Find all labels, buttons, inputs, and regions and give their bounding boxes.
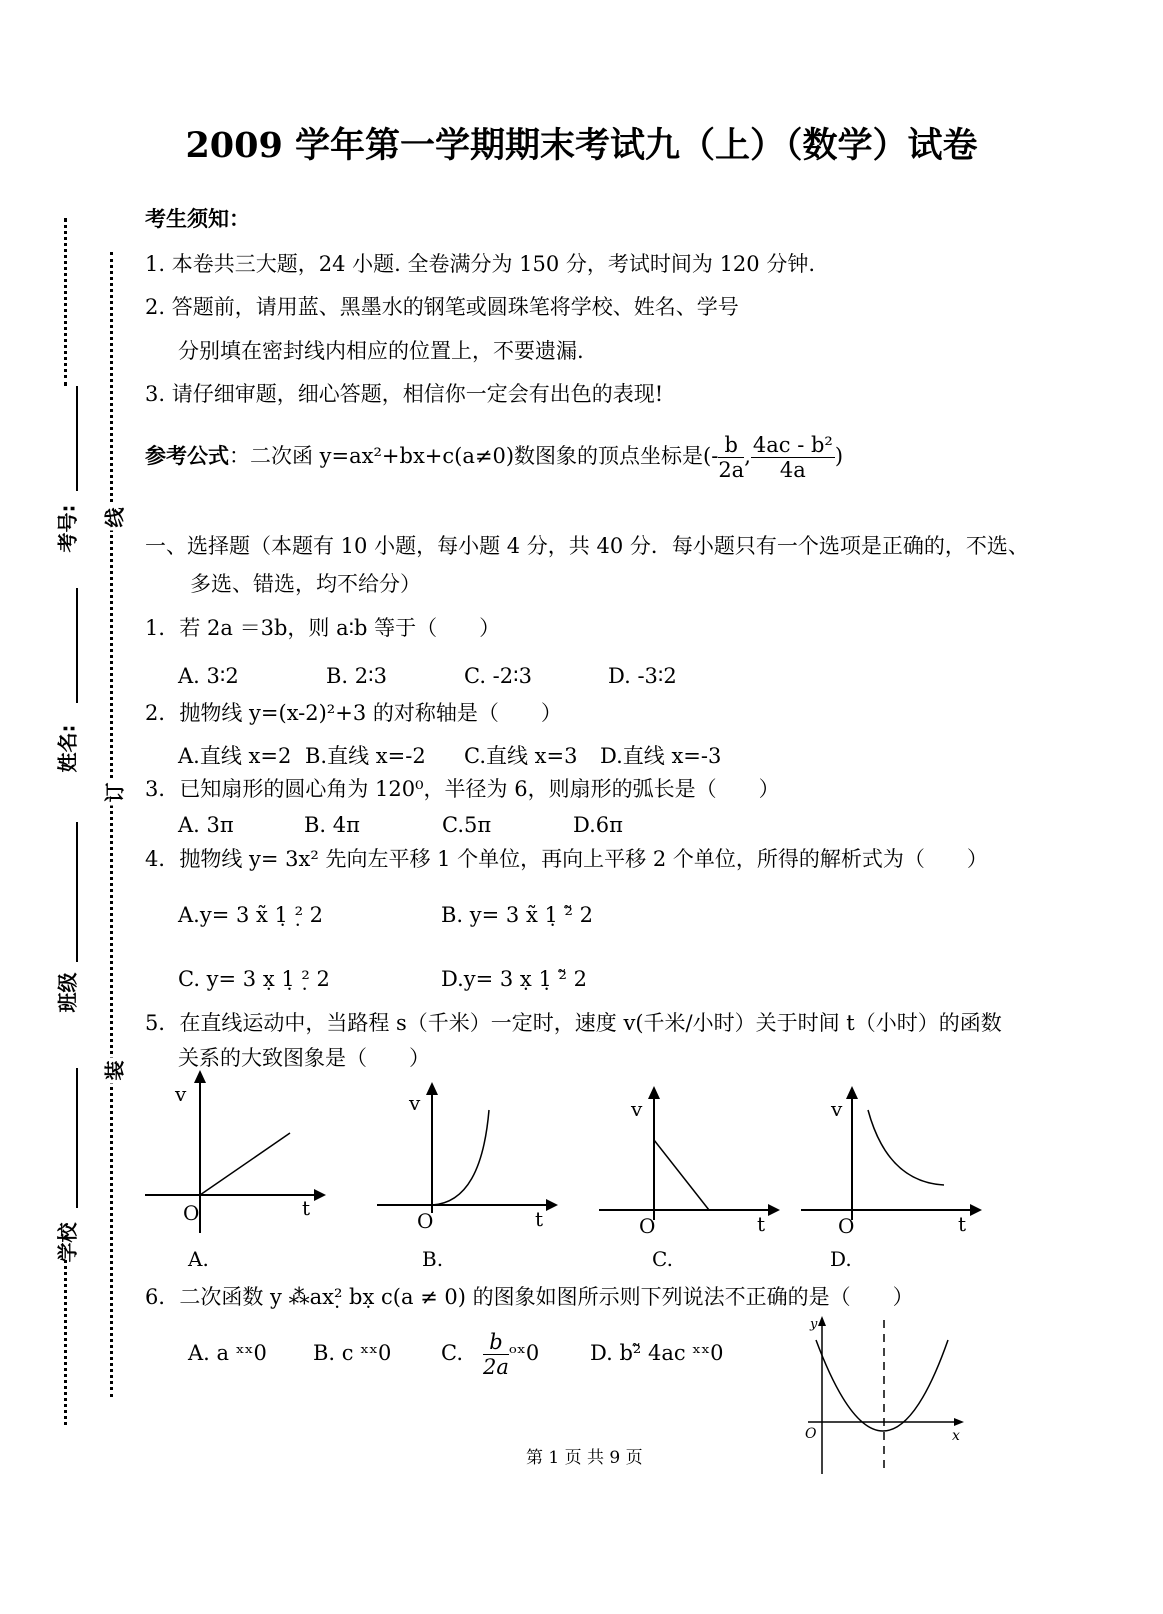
question-2-option-b: B.直线 x=-2	[305, 744, 426, 768]
graph-c-option-label: C.	[652, 1247, 673, 1271]
question-5-stem: 5．在直线运动中，当路程 s（千米）一定时，速度 v(千米/小时）关于时间 t（小时）的函数	[145, 1011, 1002, 1035]
question-4-stem: 4．抛物线 y= 3x² 先向左平移 1 个单位，再向上平移 2 个单位，所得的解析式为（ ）	[145, 847, 988, 871]
question-5-stem-cont: 关系的大致图象是（ ）	[178, 1046, 430, 1070]
section-heading-cont: 多选、错选，均不给分）	[190, 572, 421, 596]
binding-mark-zhuang: 装	[99, 1058, 128, 1084]
binding-solid-line	[76, 1068, 78, 1208]
q6-graph-x-label: x	[952, 1428, 960, 1444]
graph-d	[796, 1068, 996, 1273]
fraction-numerator: b	[718, 433, 744, 458]
question-4-option-d: D.y= 3 x̣ 1̣ ²̃ 2	[441, 967, 587, 991]
section-heading: 一、选择题（本题有 10 小题，每小题 4 分，共 40 分．每小题只有一个选项是正确的，不选、	[145, 534, 1029, 558]
question-6-graph	[800, 1312, 970, 1480]
graph-a	[140, 1068, 340, 1273]
question-2-option-d: D.直线 x=-3	[600, 744, 722, 768]
class-label: 班级	[55, 972, 80, 1013]
graph-b	[372, 1068, 572, 1273]
notice-item: 3. 请仔细审题，细心答题，相信你一定会有出色的表现!	[145, 382, 664, 406]
fraction-denominator: 4a	[779, 458, 806, 482]
graph-b-origin-label: O	[417, 1209, 434, 1233]
formula-text: ：二次函 y=ax²+bx+c(a≠0)数图象的顶点坐标是(-	[229, 444, 719, 468]
school-label: 学校	[55, 1222, 80, 1263]
question-3-option-a: A. 3π	[178, 813, 234, 837]
formula-fraction-2	[751, 433, 835, 482]
notice-item: 2. 答题前，请用蓝、黑墨水的钢笔或圆珠笔将学校、姓名、学号	[145, 295, 739, 319]
formula-label: 参考公式	[145, 443, 229, 468]
question-6-option-c	[441, 1320, 539, 1386]
binding-mark-xian: 线	[99, 505, 128, 531]
exam-number-label: 考号:	[55, 504, 80, 553]
name-label: 姓名:	[55, 724, 80, 773]
graph-d-origin-label: O	[838, 1214, 855, 1238]
option-c-label: C.	[441, 1341, 463, 1365]
binding-solid-line	[76, 822, 78, 962]
question-4-option-a: A.y= 3 x̃ 1̣ ²̣ 2	[178, 903, 324, 927]
graph-a-origin-label: O	[183, 1201, 200, 1225]
question-1-option-c: C. -2∶3	[464, 664, 532, 688]
notice-item: 分别填在密封线内相应的位置上，不要遗漏.	[178, 339, 584, 363]
question-6-option-a: A. a ˣˣ0	[188, 1341, 267, 1365]
question-2-option-a: A.直线 x=2	[178, 744, 292, 768]
graph-a-v-label: v	[175, 1082, 187, 1106]
question-4-option-c: C. y= 3 x̣ 1̣ ²̣ 2	[178, 967, 330, 991]
graph-b-t-label: t	[535, 1207, 544, 1231]
formula-close: )	[834, 444, 844, 468]
question-6-option-b: B. c ˣˣ0	[313, 1341, 392, 1365]
graph-c-v-label: v	[631, 1097, 643, 1121]
reference-formula	[145, 426, 843, 486]
graph-d-v-label: v	[831, 1097, 843, 1121]
graph-b-v-label: v	[409, 1091, 421, 1115]
binding-dotted-line-outer	[64, 1260, 67, 1425]
question-3-option-d: D.6π	[573, 813, 623, 837]
formula-fraction-1	[718, 433, 744, 482]
binding-mark-ding: 订	[99, 780, 128, 806]
question-6-stem: 6．二次函数 y ⁂ax²̣ bx̣ c(a ≠ 0) 的图象如图所示则下列说法不正确的是（ ）	[145, 1285, 914, 1309]
question-1-option-d: D. -3∶2	[608, 664, 677, 688]
graph-c	[594, 1068, 794, 1273]
question-1-option-b: B. 2∶3	[326, 664, 387, 688]
graph-c-origin-label: O	[639, 1214, 656, 1238]
question-4-option-b: B. y= 3 x̃ 1̣ ²̃ 2	[441, 903, 593, 927]
graph-d-t-label: t	[958, 1212, 967, 1236]
graph-b-option-label: B.	[422, 1247, 444, 1271]
binding-solid-line	[76, 386, 78, 491]
graph-c-t-label: t	[757, 1212, 766, 1236]
notice-heading: 考生须知：	[145, 206, 250, 231]
question-1-option-a: A. 3∶2	[178, 664, 239, 688]
option-c-tail: ᵒˣ0	[508, 1341, 540, 1365]
q6-graph-origin-label: O	[805, 1426, 817, 1442]
question-3-option-c: C.5π	[442, 813, 492, 837]
binding-dotted-line-inner	[110, 252, 113, 1397]
option-c-fraction	[483, 1330, 509, 1379]
page-footer: 第 1 页 共 9 页	[526, 1448, 643, 1468]
question-3-option-b: B. 4π	[304, 813, 360, 837]
binding-solid-line	[76, 588, 78, 703]
fraction-numerator: 4ac - b²	[752, 433, 833, 457]
graph-d-option-label: D.	[830, 1247, 852, 1271]
question-3-stem: 3．已知扇形的圆心角为 120⁰，半径为 6，则扇形的弧长是（ ）	[145, 777, 780, 801]
graph-a-t-label: t	[302, 1196, 311, 1220]
formula-comma: ,	[744, 444, 751, 468]
question-1-stem: 1．若 2a ＝3b，则 a∶b 等于（ ）	[145, 616, 501, 640]
graph-a-option-label: A.	[188, 1247, 209, 1271]
fraction-numerator: b	[483, 1330, 509, 1355]
page-title: 2009 学年第一学期期末考试九（上）（数学）试卷	[185, 125, 978, 166]
fraction-denominator: 2a	[483, 1355, 509, 1379]
q6-graph-y-label: y	[810, 1317, 818, 1332]
question-2-option-c: C.直线 x=3	[464, 744, 578, 768]
binding-dotted-line-outer	[64, 218, 67, 386]
notice-item: 1. 本卷共三大题，24 小题. 全卷满分为 150 分，考试时间为 120 分钟.	[145, 252, 815, 276]
question-2-stem: 2．抛物线 y=(x-2)²+3 的对称轴是（ ）	[145, 701, 562, 725]
fraction-denominator: 2a	[718, 458, 745, 482]
question-6-option-d: D. b²̃ 4ac ˣˣ0	[590, 1341, 724, 1365]
